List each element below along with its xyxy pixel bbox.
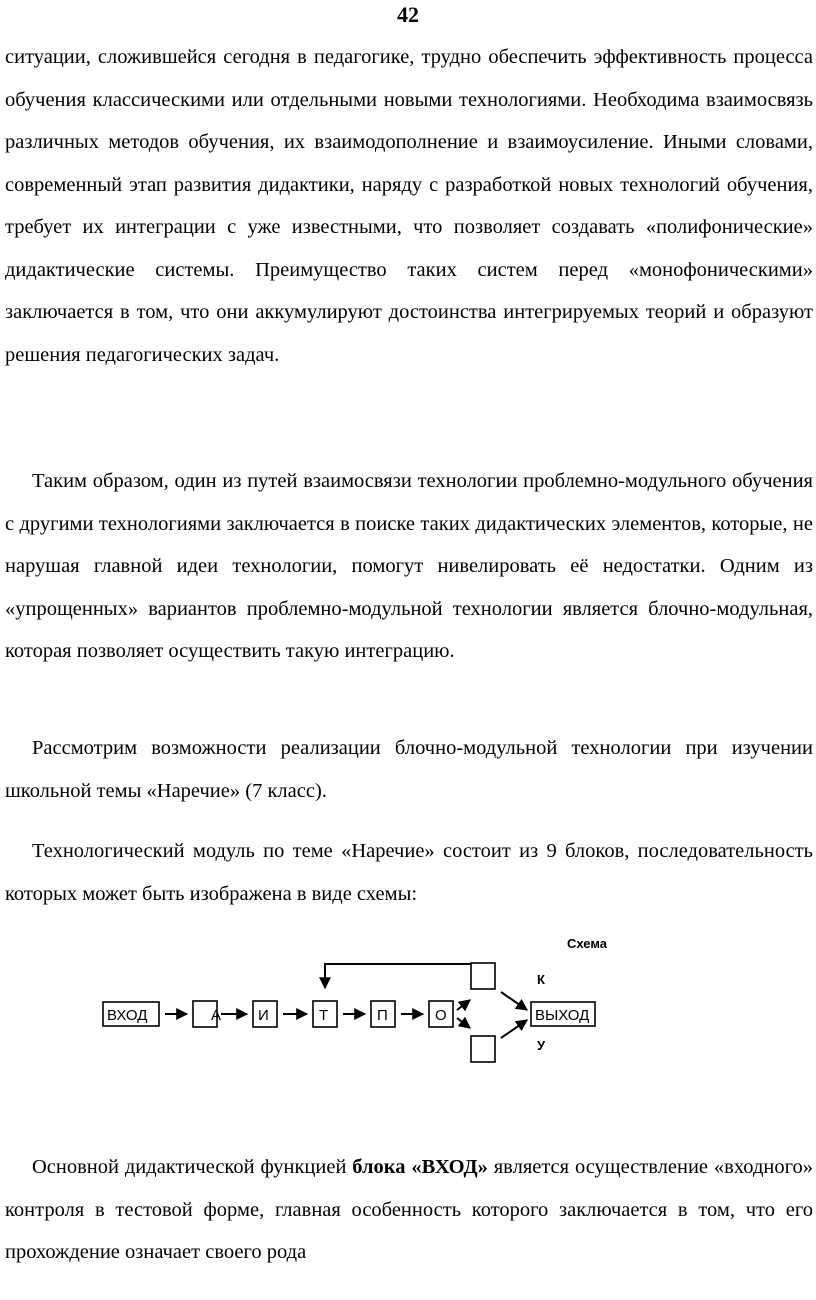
block-t-label: Т xyxy=(319,1007,329,1024)
arrow-o-bottom xyxy=(457,1018,470,1028)
scheme-caption: Схема xyxy=(567,936,608,951)
bold-term-block-vkhod: блока «ВХОД» xyxy=(352,1156,488,1178)
label-k: К xyxy=(537,972,545,987)
block-top-empty xyxy=(471,963,495,989)
page-number: 42 xyxy=(397,2,419,27)
block-a-label: А xyxy=(211,1007,222,1024)
paragraph-1: ситуации, сложившейся сегодня в педагогике, трудно обеспечить эффективность процесса обучения классическими или отдельными новыми технологиями. Необходима взаимосвязь различных методов обучения, их взаимодополнение и взаимоусиление. Иными словами, современный этап развития дидактики, наряду с разработкой новых технологий обучения, требует их интеграции с уже известными, что позволяет создавать «полифонические» дидактические системы. Преимущество таких систем перед «монофоническими» заключается в том, что они аккумулируют достоинства интегрируемых теорий и образуют решения педагогических задач. xyxy=(5,46,813,366)
paragraph-5-start: Основной дидактической функцией xyxy=(32,1156,353,1178)
arrow-bottom-vykhod xyxy=(501,1020,527,1038)
paragraph-5-rest: является осуществление «входного» контроля в тестовой форме, главная особенность которого заключается в том, что его прохождение означает своего рода xyxy=(5,1156,814,1263)
block-i-label: И xyxy=(258,1007,269,1024)
block-vykhod-label: ВЫХОД xyxy=(535,1007,590,1024)
block-o-label: О xyxy=(435,1007,447,1024)
block-bottom-empty xyxy=(471,1036,495,1062)
arrow-o-top xyxy=(457,1000,470,1010)
block-vkhod-label: ВХОД xyxy=(107,1007,148,1024)
paragraph-4: Технологический модуль по теме «Наречие» состоит из 9 блоков, последовательность которых может быть изображена в виде схемы: xyxy=(5,840,813,905)
label-u: У xyxy=(537,1038,546,1053)
paragraph-2: Таким образом, один из путей взаимосвязи технологии проблемно-модульного обучения с другими технологиями заключается в поиске таких дидактических элементов, которые, не нарушая главной идеи технологии, помогут нивелировать её недостатки. Одним из «упрощенных» вариантов проблемно-модульной технологии является блочно-модульная, которая позволяет осуществить такую интеграцию. xyxy=(5,470,813,662)
paragraph-5 xyxy=(5,1146,813,1274)
arrow-top-vykhod xyxy=(501,992,527,1010)
feedback-line xyxy=(325,964,471,988)
paragraph-3: Рассмотрим возможности реализации блочно-модульной технологии при изучении школьной темы «Наречие» (7 класс). xyxy=(5,737,813,802)
block-scheme-diagram xyxy=(95,930,625,1070)
block-p-label: П xyxy=(377,1007,388,1024)
